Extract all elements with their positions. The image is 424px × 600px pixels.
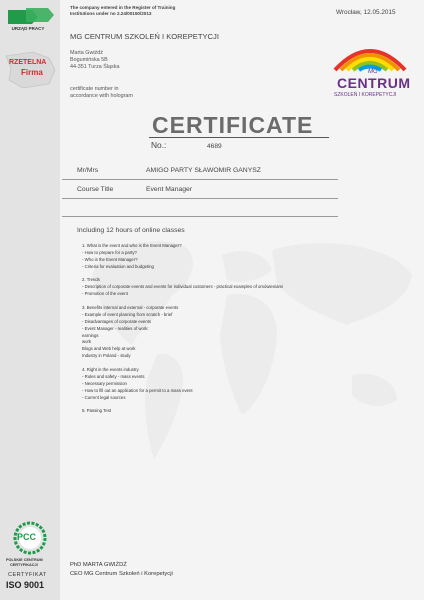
signatory-title: CEO MG Centrum Szkoleń i Korepetycji	[70, 571, 173, 577]
urzad-pracy-caption: URZĄD PRACY	[11, 26, 45, 31]
course-title-label: Course Title	[77, 186, 114, 193]
mg-centrum-logo	[325, 30, 415, 105]
outline-line: - Description of corporate events and events for individual customers - practical examples of omówieniami	[82, 284, 284, 290]
outline-line: - Rules and safety - mass events	[82, 373, 145, 379]
recipient-rule	[62, 179, 338, 180]
outline-line: - Necessary permission	[82, 380, 127, 386]
outline-line: 3. Benefits internal and external - corporate events	[82, 305, 179, 311]
hours-intro: Including 12 hours of online classes	[77, 227, 185, 234]
outline-line: 1. What is the event and who is the Event Manager?	[82, 243, 182, 248]
pcc-iso-standard: ISO 9001	[6, 580, 45, 590]
outline-line: - Event Manager - realities of work:	[82, 325, 149, 331]
course-rule	[62, 198, 338, 199]
outline-line: Blogs and Web help at work	[82, 346, 136, 352]
recipient-label: Mr/Mrs	[77, 167, 99, 174]
outline-line: 5. Passing Test	[82, 408, 112, 414]
course-outline	[82, 243, 283, 415]
pcc-certyfikat: CERTYFIKAT	[8, 572, 47, 578]
certificate-title: CERTIFICATE	[152, 112, 314, 138]
outline-line: - How to fill out an application for a permit to a mass event	[82, 387, 193, 393]
signatory-name: PhD MARTA GWIŹDŹ	[70, 562, 127, 568]
firma-word: Firma	[21, 68, 43, 77]
rzetelna-firma-logo	[3, 50, 59, 90]
outline-line: - Disadvantages of corporate events	[82, 318, 152, 324]
mg-tagline: SZKOLEŃ I KOREPETYCJI	[334, 92, 397, 98]
left-sidebar-band	[0, 0, 60, 600]
outline-line: earnings	[82, 332, 99, 338]
outline-line: - Who is the Event Manager?	[82, 256, 138, 262]
pcc-name-line1: POLSKIE CENTRUM	[6, 558, 43, 562]
certificate-number-note: certificate number in accordance with hologram	[70, 86, 133, 99]
recipient-name: AMIGO PARTY SŁAWOMIR GANYSZ	[146, 167, 261, 174]
organization-address: Marta Gwiźdź Bogumińska 5B 44-351 Turza Śląska	[70, 50, 120, 70]
outline-line: - How to prepare for a party?	[82, 249, 137, 255]
outline-line: - Example of event planning from scratch - brief	[82, 311, 173, 317]
outline-line	[82, 298, 283, 305]
mg-centrum-word: CENTRUM	[337, 75, 411, 91]
certificate-number: 4689	[207, 143, 222, 150]
outline-line: - Promotion of the event	[82, 291, 128, 297]
pcc-iso-badge	[4, 521, 56, 598]
outline-line: work	[82, 339, 92, 345]
outline-line: Industry in Poland - study	[82, 353, 131, 359]
issue-date: Wrocław, 12.05.2015	[336, 9, 396, 16]
certificate-number-label: No.:	[151, 140, 167, 150]
outline-line: - Criteria for evaluation and budgeting	[82, 263, 154, 269]
rzetelna-word: RZETELNA	[9, 59, 47, 66]
outline-line: 2. Trends	[82, 277, 100, 283]
outline-line	[82, 401, 283, 408]
outline-line: - Current legal sources	[82, 394, 126, 400]
mg-initials: MG	[368, 69, 378, 75]
registration-note: The company entered in the Register of Training Institutions under no 2.24/00150/2013	[70, 5, 176, 16]
content-top-rule	[62, 216, 338, 217]
title-rule	[149, 137, 329, 138]
urzad-pracy-logo	[4, 6, 60, 42]
outline-line	[82, 360, 283, 367]
organization-name: MG CENTRUM SZKOLEŃ I KOREPETYCJI	[70, 32, 219, 41]
course-title: Event Manager	[146, 186, 193, 193]
outline-line	[82, 271, 283, 278]
outline-line: 4. Right in the events industry	[82, 367, 139, 373]
pcc-acronym: PCC	[17, 532, 37, 542]
pcc-name-line2: CERTYFIKACJI	[10, 563, 38, 567]
